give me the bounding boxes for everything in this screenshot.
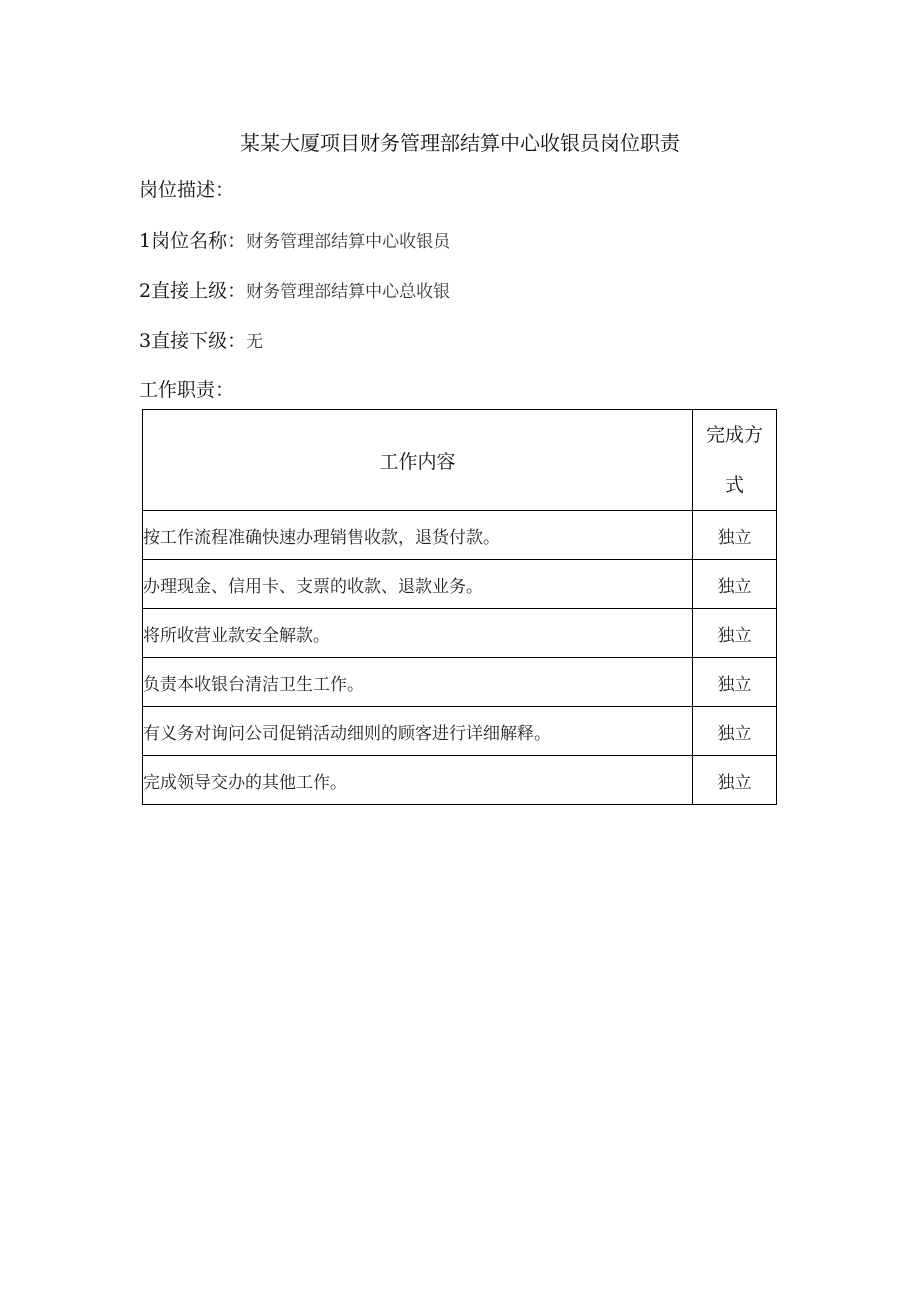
row-content: 将所收营业款安全解款。 [143, 609, 693, 658]
row-mode: 独立 [693, 756, 777, 805]
field-direct-superior [139, 276, 450, 303]
field-value: 财务管理部结算中心收银员 [246, 232, 451, 252]
table-row [143, 658, 777, 707]
row-mode: 独立 [693, 707, 777, 756]
table-row [143, 707, 777, 756]
table-header-row [143, 410, 777, 511]
row-content: 办理现金、信用卡、支票的收款、退款业务。 [143, 560, 693, 609]
field-value: 财务管理部结算中心总收银 [246, 282, 451, 302]
duties-table-wrap [142, 409, 777, 805]
table-row [143, 560, 777, 609]
duties-heading: 工作职责： [139, 379, 235, 401]
row-content: 有义务对询问公司促销活动细则的顾客进行详细解释。 [143, 707, 693, 756]
description-heading: 岗位描述： [139, 179, 235, 201]
row-mode: 独立 [693, 511, 777, 560]
row-mode: 独立 [693, 658, 777, 707]
header-mode-line-1: 完成方 [706, 424, 764, 446]
header-work-content: 工作内容 [143, 410, 693, 511]
row-content: 负责本收银台清洁卫生工作。 [143, 658, 693, 707]
header-completion-mode [693, 410, 777, 511]
field-label: 1岗位名称： [139, 230, 247, 252]
row-mode: 独立 [693, 609, 777, 658]
row-mode: 独立 [693, 560, 777, 609]
field-position-name [139, 226, 450, 253]
table-row [143, 756, 777, 805]
duties-table [142, 409, 777, 805]
field-label: 2直接上级： [139, 280, 247, 302]
header-mode-line-2: 式 [725, 474, 745, 496]
field-label: 3直接下级： [139, 330, 247, 352]
document-title: 某某大厦项目财务管理部结算中心收银员岗位职责 [240, 131, 680, 155]
row-content: 完成领导交办的其他工作。 [143, 756, 693, 805]
field-direct-subordinate [139, 326, 263, 353]
field-value: 无 [246, 332, 264, 352]
table-row [143, 511, 777, 560]
table-row [143, 609, 777, 658]
row-content: 按工作流程准确快速办理销售收款，退货付款。 [143, 511, 693, 560]
